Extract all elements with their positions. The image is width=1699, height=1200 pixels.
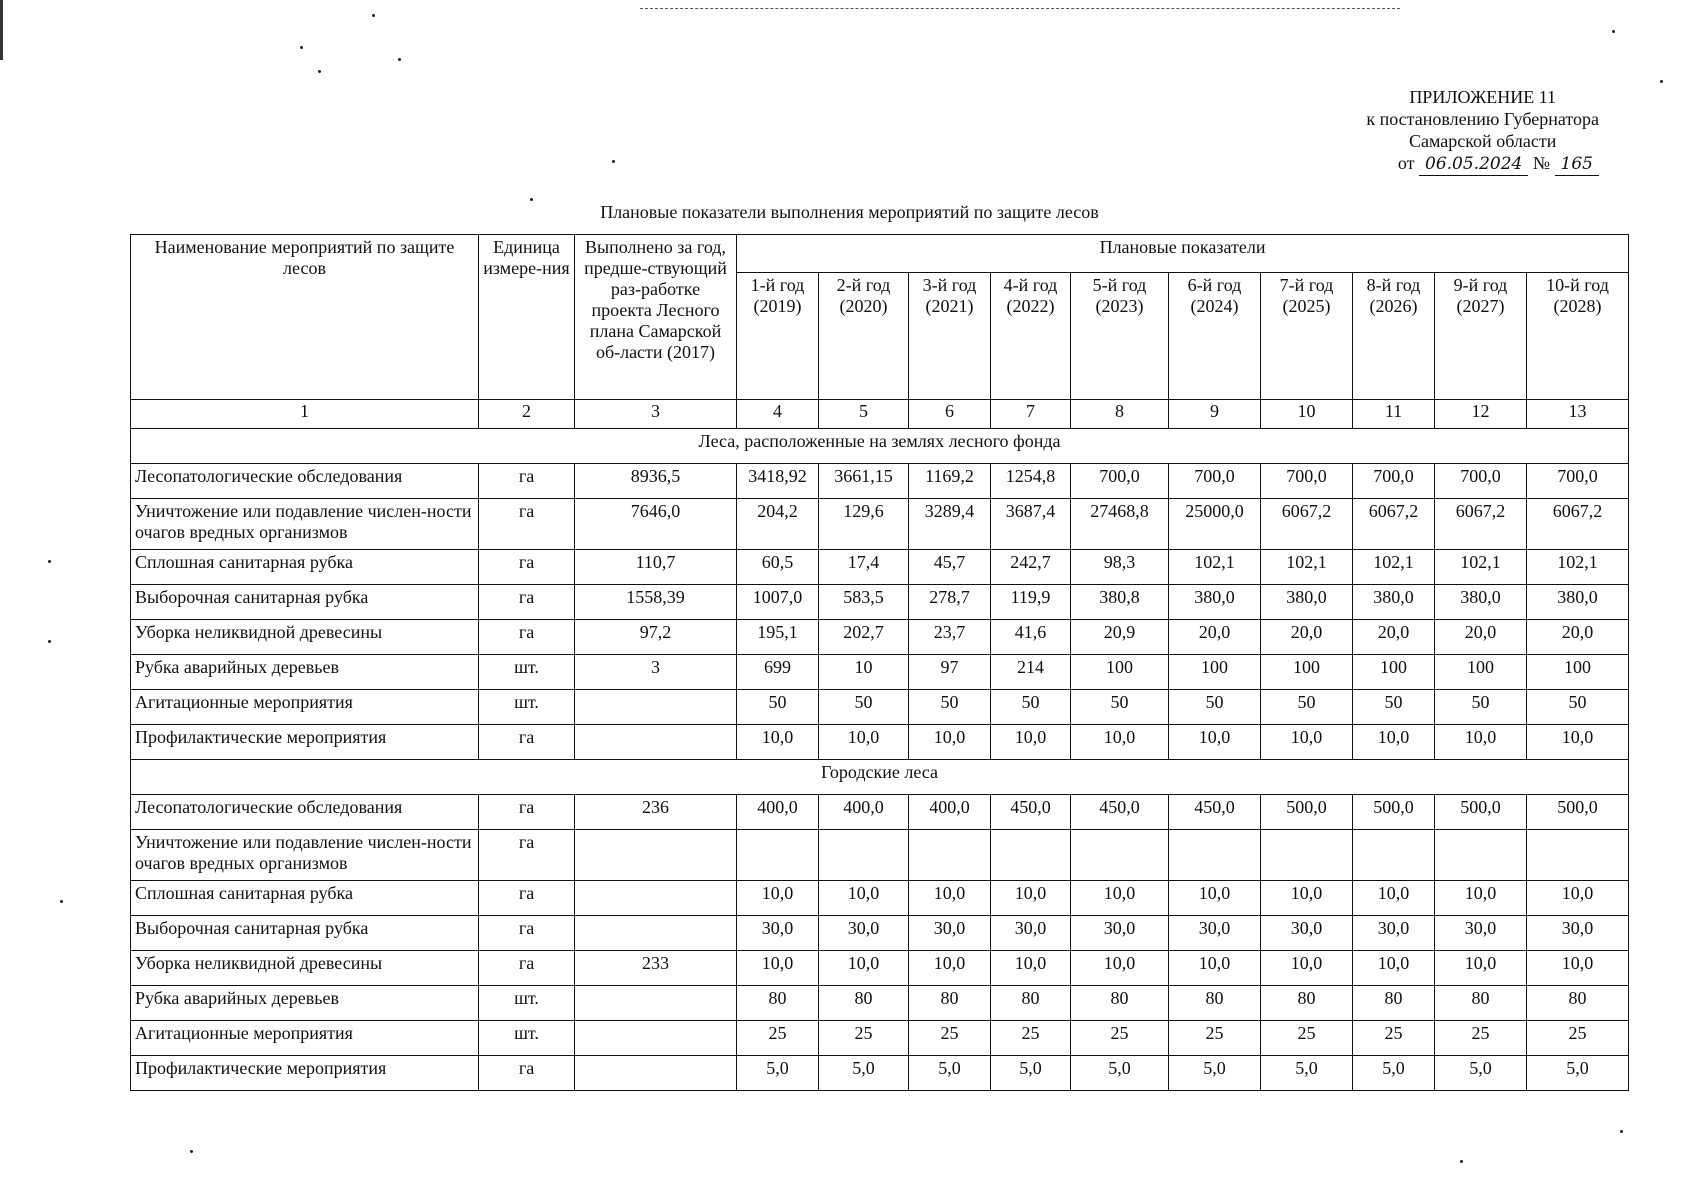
year-value: 100 <box>1527 655 1629 690</box>
header-name: Наименование мероприятий по защите лесов <box>131 235 479 400</box>
year-value: 10,0 <box>991 725 1071 760</box>
year-value: 50 <box>1071 690 1169 725</box>
year-value: 450,0 <box>1169 795 1261 830</box>
year-value: 5,0 <box>1071 1056 1169 1091</box>
year-value: 6067,2 <box>1353 499 1435 550</box>
year-value: 102,1 <box>1353 550 1435 585</box>
year-value: 583,5 <box>819 585 909 620</box>
table-row <box>131 881 1629 916</box>
section-title: Леса, расположенные на землях лесного фонда <box>131 429 1629 464</box>
year-value: 30,0 <box>737 916 819 951</box>
measure-name: Лесопатологические обследования <box>131 795 479 830</box>
year-value: 5,0 <box>1169 1056 1261 1091</box>
year-value: 80 <box>909 986 991 1021</box>
year-value: 700,0 <box>1353 464 1435 499</box>
scan-top-line <box>640 8 1400 10</box>
year-value: 1007,0 <box>737 585 819 620</box>
measure-done-2017 <box>575 986 737 1021</box>
measure-done-2017 <box>575 725 737 760</box>
year-value: 700,0 <box>1435 464 1527 499</box>
header-year: 10-й год (2028) <box>1527 273 1629 400</box>
measure-name: Рубка аварийных деревьев <box>131 986 479 1021</box>
year-value: 5,0 <box>1527 1056 1629 1091</box>
handwritten-number: 165 <box>1555 153 1599 176</box>
year-value: 102,1 <box>1169 550 1261 585</box>
year-value: 50 <box>991 690 1071 725</box>
year-value <box>1261 830 1353 881</box>
measure-name: Сплошная санитарная рубка <box>131 881 479 916</box>
year-value: 50 <box>1435 690 1527 725</box>
appendix-date-line <box>1366 152 1599 176</box>
year-value: 102,1 <box>1527 550 1629 585</box>
year-value: 50 <box>1169 690 1261 725</box>
year-value: 100 <box>1169 655 1261 690</box>
measure-done-2017 <box>575 1056 737 1091</box>
year-value: 5,0 <box>909 1056 991 1091</box>
header-done: Выполнено за год, предше-ствующий раз-работке проекта Лесного плана Самарской об-ласти (2017) <box>575 235 737 400</box>
measure-unit: шт. <box>479 655 575 690</box>
column-number: 10 <box>1261 400 1353 429</box>
measure-name: Лесопатологические обследования <box>131 464 479 499</box>
column-number: 6 <box>909 400 991 429</box>
measure-done-2017: 7646,0 <box>575 499 737 550</box>
measure-unit: шт. <box>479 986 575 1021</box>
year-value: 10,0 <box>1261 951 1353 986</box>
year-value: 129,6 <box>819 499 909 550</box>
year-value <box>1435 830 1527 881</box>
year-value: 30,0 <box>819 916 909 951</box>
year-value: 10,0 <box>819 881 909 916</box>
measure-name: Уборка неликвидной древесины <box>131 951 479 986</box>
year-value: 10,0 <box>1435 951 1527 986</box>
column-number: 4 <box>737 400 819 429</box>
year-value: 6067,2 <box>1435 499 1527 550</box>
year-value: 400,0 <box>909 795 991 830</box>
table-row <box>131 655 1629 690</box>
year-value: 3418,92 <box>737 464 819 499</box>
year-value: 20,0 <box>1169 620 1261 655</box>
header-planned: Плановые показатели <box>737 235 1629 273</box>
column-number: 2 <box>479 400 575 429</box>
measure-unit: га <box>479 725 575 760</box>
column-number: 7 <box>991 400 1071 429</box>
column-number: 12 <box>1435 400 1527 429</box>
year-value: 10,0 <box>737 951 819 986</box>
year-value: 100 <box>1353 655 1435 690</box>
year-value: 10,0 <box>819 725 909 760</box>
year-value: 25 <box>737 1021 819 1056</box>
year-value <box>1527 830 1629 881</box>
year-value: 278,7 <box>909 585 991 620</box>
year-value: 17,4 <box>819 550 909 585</box>
column-number: 3 <box>575 400 737 429</box>
year-value: 20,0 <box>1435 620 1527 655</box>
table-row <box>131 690 1629 725</box>
year-value: 202,7 <box>819 620 909 655</box>
year-value <box>991 830 1071 881</box>
year-value: 10,0 <box>737 881 819 916</box>
table-row <box>131 795 1629 830</box>
year-value: 699 <box>737 655 819 690</box>
number-label: № <box>1532 153 1551 173</box>
year-value: 60,5 <box>737 550 819 585</box>
year-value: 10,0 <box>1435 725 1527 760</box>
year-value: 20,0 <box>1527 620 1629 655</box>
header-year: 6-й год (2024) <box>1169 273 1261 400</box>
year-value: 30,0 <box>1261 916 1353 951</box>
year-value: 30,0 <box>991 916 1071 951</box>
year-value <box>819 830 909 881</box>
year-value: 102,1 <box>1261 550 1353 585</box>
year-value: 10,0 <box>1527 881 1629 916</box>
header-year: 7-й год (2025) <box>1261 273 1353 400</box>
year-value: 450,0 <box>1071 795 1169 830</box>
measure-name: Уничтожение или подавление числен-ности очагов вредных организмов <box>131 499 479 550</box>
year-value: 700,0 <box>1169 464 1261 499</box>
measure-unit: га <box>479 951 575 986</box>
year-value: 80 <box>1261 986 1353 1021</box>
year-value: 50 <box>1261 690 1353 725</box>
measure-name: Уничтожение или подавление числен-ности очагов вредных организмов <box>131 830 479 881</box>
column-number: 13 <box>1527 400 1629 429</box>
year-value: 195,1 <box>737 620 819 655</box>
year-value: 10,0 <box>991 881 1071 916</box>
table-row <box>131 620 1629 655</box>
year-value: 10,0 <box>991 951 1071 986</box>
year-value: 10,0 <box>1071 951 1169 986</box>
year-value <box>1169 830 1261 881</box>
year-value: 400,0 <box>819 795 909 830</box>
section-title: Городские леса <box>131 760 1629 795</box>
measure-name: Уборка неликвидной древесины <box>131 620 479 655</box>
year-value: 3289,4 <box>909 499 991 550</box>
year-value: 5,0 <box>737 1056 819 1091</box>
year-value: 10,0 <box>1169 725 1261 760</box>
measure-unit: га <box>479 916 575 951</box>
plan-table <box>130 234 1629 1091</box>
year-value: 1254,8 <box>991 464 1071 499</box>
year-value: 10,0 <box>737 725 819 760</box>
year-value: 97 <box>909 655 991 690</box>
measure-done-2017 <box>575 916 737 951</box>
measure-done-2017: 3 <box>575 655 737 690</box>
year-value: 10 <box>819 655 909 690</box>
table-row <box>131 1021 1629 1056</box>
measure-name: Выборочная санитарная рубка <box>131 916 479 951</box>
year-value: 380,0 <box>1527 585 1629 620</box>
year-value: 25 <box>1353 1021 1435 1056</box>
year-value: 1169,2 <box>909 464 991 499</box>
document-title: Плановые показатели выполнения мероприятий по защите лесов <box>600 202 1099 222</box>
year-value: 30,0 <box>1169 916 1261 951</box>
year-value: 80 <box>1169 986 1261 1021</box>
measure-unit: га <box>479 830 575 881</box>
table-row <box>131 986 1629 1021</box>
year-value: 80 <box>737 986 819 1021</box>
year-value: 30,0 <box>909 916 991 951</box>
from-label: от <box>1397 153 1415 173</box>
year-value <box>1071 830 1169 881</box>
header-year: 8-й год (2026) <box>1353 273 1435 400</box>
year-value: 5,0 <box>1435 1056 1527 1091</box>
year-value: 98,3 <box>1071 550 1169 585</box>
year-value: 3661,15 <box>819 464 909 499</box>
measure-done-2017: 236 <box>575 795 737 830</box>
year-value: 102,1 <box>1435 550 1527 585</box>
year-value: 119,9 <box>991 585 1071 620</box>
year-value: 10,0 <box>1261 725 1353 760</box>
year-value: 80 <box>1353 986 1435 1021</box>
year-value: 10,0 <box>1353 725 1435 760</box>
header-unit: Единица измере-ния <box>479 235 575 400</box>
year-value: 700,0 <box>1261 464 1353 499</box>
table-row <box>131 916 1629 951</box>
year-value: 10,0 <box>1435 881 1527 916</box>
year-value: 10,0 <box>1071 881 1169 916</box>
year-value: 500,0 <box>1527 795 1629 830</box>
measure-name: Сплошная санитарная рубка <box>131 550 479 585</box>
year-value: 5,0 <box>819 1056 909 1091</box>
header-year: 2-й год (2020) <box>819 273 909 400</box>
header-year: 9-й год (2027) <box>1435 273 1527 400</box>
measure-done-2017 <box>575 1021 737 1056</box>
header-year: 4-й год (2022) <box>991 273 1071 400</box>
year-value: 45,7 <box>909 550 991 585</box>
year-value: 25 <box>1071 1021 1169 1056</box>
year-value: 25 <box>909 1021 991 1056</box>
measure-unit: га <box>479 881 575 916</box>
measure-unit: га <box>479 795 575 830</box>
year-value: 5,0 <box>991 1056 1071 1091</box>
year-value: 30,0 <box>1353 916 1435 951</box>
year-value: 20,0 <box>1261 620 1353 655</box>
column-number: 11 <box>1353 400 1435 429</box>
appendix-decree: к постановлению Губернатора <box>1366 109 1599 129</box>
year-value: 10,0 <box>819 951 909 986</box>
column-numbers-row <box>131 400 1629 429</box>
year-value: 5,0 <box>1353 1056 1435 1091</box>
year-value: 400,0 <box>737 795 819 830</box>
year-value: 50 <box>737 690 819 725</box>
year-value: 500,0 <box>1261 795 1353 830</box>
measure-name: Рубка аварийных деревьев <box>131 655 479 690</box>
appendix-region: Самарской области <box>1408 131 1557 151</box>
year-value: 380,8 <box>1071 585 1169 620</box>
year-value: 242,7 <box>991 550 1071 585</box>
year-value: 380,0 <box>1169 585 1261 620</box>
measure-done-2017 <box>575 881 737 916</box>
year-value: 100 <box>1261 655 1353 690</box>
table-row <box>131 550 1629 585</box>
year-value: 10,0 <box>1071 725 1169 760</box>
column-number: 8 <box>1071 400 1169 429</box>
year-value: 380,0 <box>1435 585 1527 620</box>
column-number: 1 <box>131 400 479 429</box>
year-value: 20,9 <box>1071 620 1169 655</box>
year-value: 20,0 <box>1353 620 1435 655</box>
year-value: 30,0 <box>1435 916 1527 951</box>
measure-unit: га <box>479 550 575 585</box>
year-value: 25 <box>1169 1021 1261 1056</box>
scan-edge-mark <box>0 0 3 60</box>
section-row <box>131 760 1629 795</box>
table-row <box>131 951 1629 986</box>
year-value: 25 <box>1261 1021 1353 1056</box>
table-body <box>131 429 1629 1091</box>
column-number: 5 <box>819 400 909 429</box>
appendix-title: ПРИЛОЖЕНИЕ 11 <box>1409 87 1557 107</box>
measure-done-2017: 1558,39 <box>575 585 737 620</box>
handwritten-date: 06.05.2024 <box>1419 153 1528 176</box>
year-value: 25 <box>1527 1021 1629 1056</box>
year-value: 10,0 <box>1353 951 1435 986</box>
table-row <box>131 1056 1629 1091</box>
year-value: 6067,2 <box>1261 499 1353 550</box>
header-year: 3-й год (2021) <box>909 273 991 400</box>
year-value: 80 <box>1071 986 1169 1021</box>
measure-done-2017: 97,2 <box>575 620 737 655</box>
measure-unit: шт. <box>479 1021 575 1056</box>
measure-done-2017: 8936,5 <box>575 464 737 499</box>
table-row <box>131 830 1629 881</box>
header-year: 1-й год (2019) <box>737 273 819 400</box>
year-value: 100 <box>1435 655 1527 690</box>
appendix-block <box>1366 86 1599 176</box>
measure-unit: га <box>479 464 575 499</box>
year-value: 30,0 <box>1071 916 1169 951</box>
year-value: 23,7 <box>909 620 991 655</box>
measure-name: Выборочная санитарная рубка <box>131 585 479 620</box>
year-value: 6067,2 <box>1527 499 1629 550</box>
measure-unit: га <box>479 620 575 655</box>
header-year: 5-й год (2023) <box>1071 273 1169 400</box>
year-value: 25 <box>991 1021 1071 1056</box>
year-value: 50 <box>819 690 909 725</box>
column-number: 9 <box>1169 400 1261 429</box>
year-value: 700,0 <box>1527 464 1629 499</box>
measure-done-2017 <box>575 830 737 881</box>
year-value: 214 <box>991 655 1071 690</box>
table-row <box>131 499 1629 550</box>
year-value <box>737 830 819 881</box>
year-value: 80 <box>1527 986 1629 1021</box>
measure-done-2017: 233 <box>575 951 737 986</box>
year-value: 204,2 <box>737 499 819 550</box>
year-value: 5,0 <box>1261 1056 1353 1091</box>
year-value: 30,0 <box>1527 916 1629 951</box>
year-value: 450,0 <box>991 795 1071 830</box>
year-value <box>909 830 991 881</box>
table-row <box>131 585 1629 620</box>
measure-unit: шт. <box>479 690 575 725</box>
year-value: 80 <box>819 986 909 1021</box>
measure-name: Агитационные мероприятия <box>131 1021 479 1056</box>
measure-name: Профилактические мероприятия <box>131 725 479 760</box>
year-value: 25 <box>819 1021 909 1056</box>
year-value: 10,0 <box>909 951 991 986</box>
year-value: 500,0 <box>1353 795 1435 830</box>
header-row-1 <box>131 235 1629 273</box>
year-value: 500,0 <box>1435 795 1527 830</box>
measure-done-2017: 110,7 <box>575 550 737 585</box>
year-value: 100 <box>1071 655 1169 690</box>
section-row <box>131 429 1629 464</box>
year-value: 50 <box>1353 690 1435 725</box>
year-value: 25 <box>1435 1021 1527 1056</box>
year-value: 10,0 <box>1169 881 1261 916</box>
measure-unit: га <box>479 585 575 620</box>
year-value: 80 <box>1435 986 1527 1021</box>
table-row <box>131 464 1629 499</box>
year-value: 50 <box>1527 690 1629 725</box>
year-value: 10,0 <box>1169 951 1261 986</box>
year-value: 10,0 <box>1527 725 1629 760</box>
year-value: 80 <box>991 986 1071 1021</box>
year-value: 3687,4 <box>991 499 1071 550</box>
year-value: 10,0 <box>909 881 991 916</box>
table-row <box>131 725 1629 760</box>
measure-done-2017 <box>575 690 737 725</box>
measure-name: Профилактические мероприятия <box>131 1056 479 1091</box>
year-value: 25000,0 <box>1169 499 1261 550</box>
year-value: 10,0 <box>1527 951 1629 986</box>
year-value: 27468,8 <box>1071 499 1169 550</box>
year-value: 380,0 <box>1261 585 1353 620</box>
year-value: 380,0 <box>1353 585 1435 620</box>
measure-unit: га <box>479 1056 575 1091</box>
year-value <box>1353 830 1435 881</box>
measure-unit: га <box>479 499 575 550</box>
year-value: 10,0 <box>909 725 991 760</box>
measure-name: Агитационные мероприятия <box>131 690 479 725</box>
year-value: 700,0 <box>1071 464 1169 499</box>
year-value: 10,0 <box>1261 881 1353 916</box>
year-value: 50 <box>909 690 991 725</box>
year-value: 41,6 <box>991 620 1071 655</box>
year-value: 10,0 <box>1353 881 1435 916</box>
